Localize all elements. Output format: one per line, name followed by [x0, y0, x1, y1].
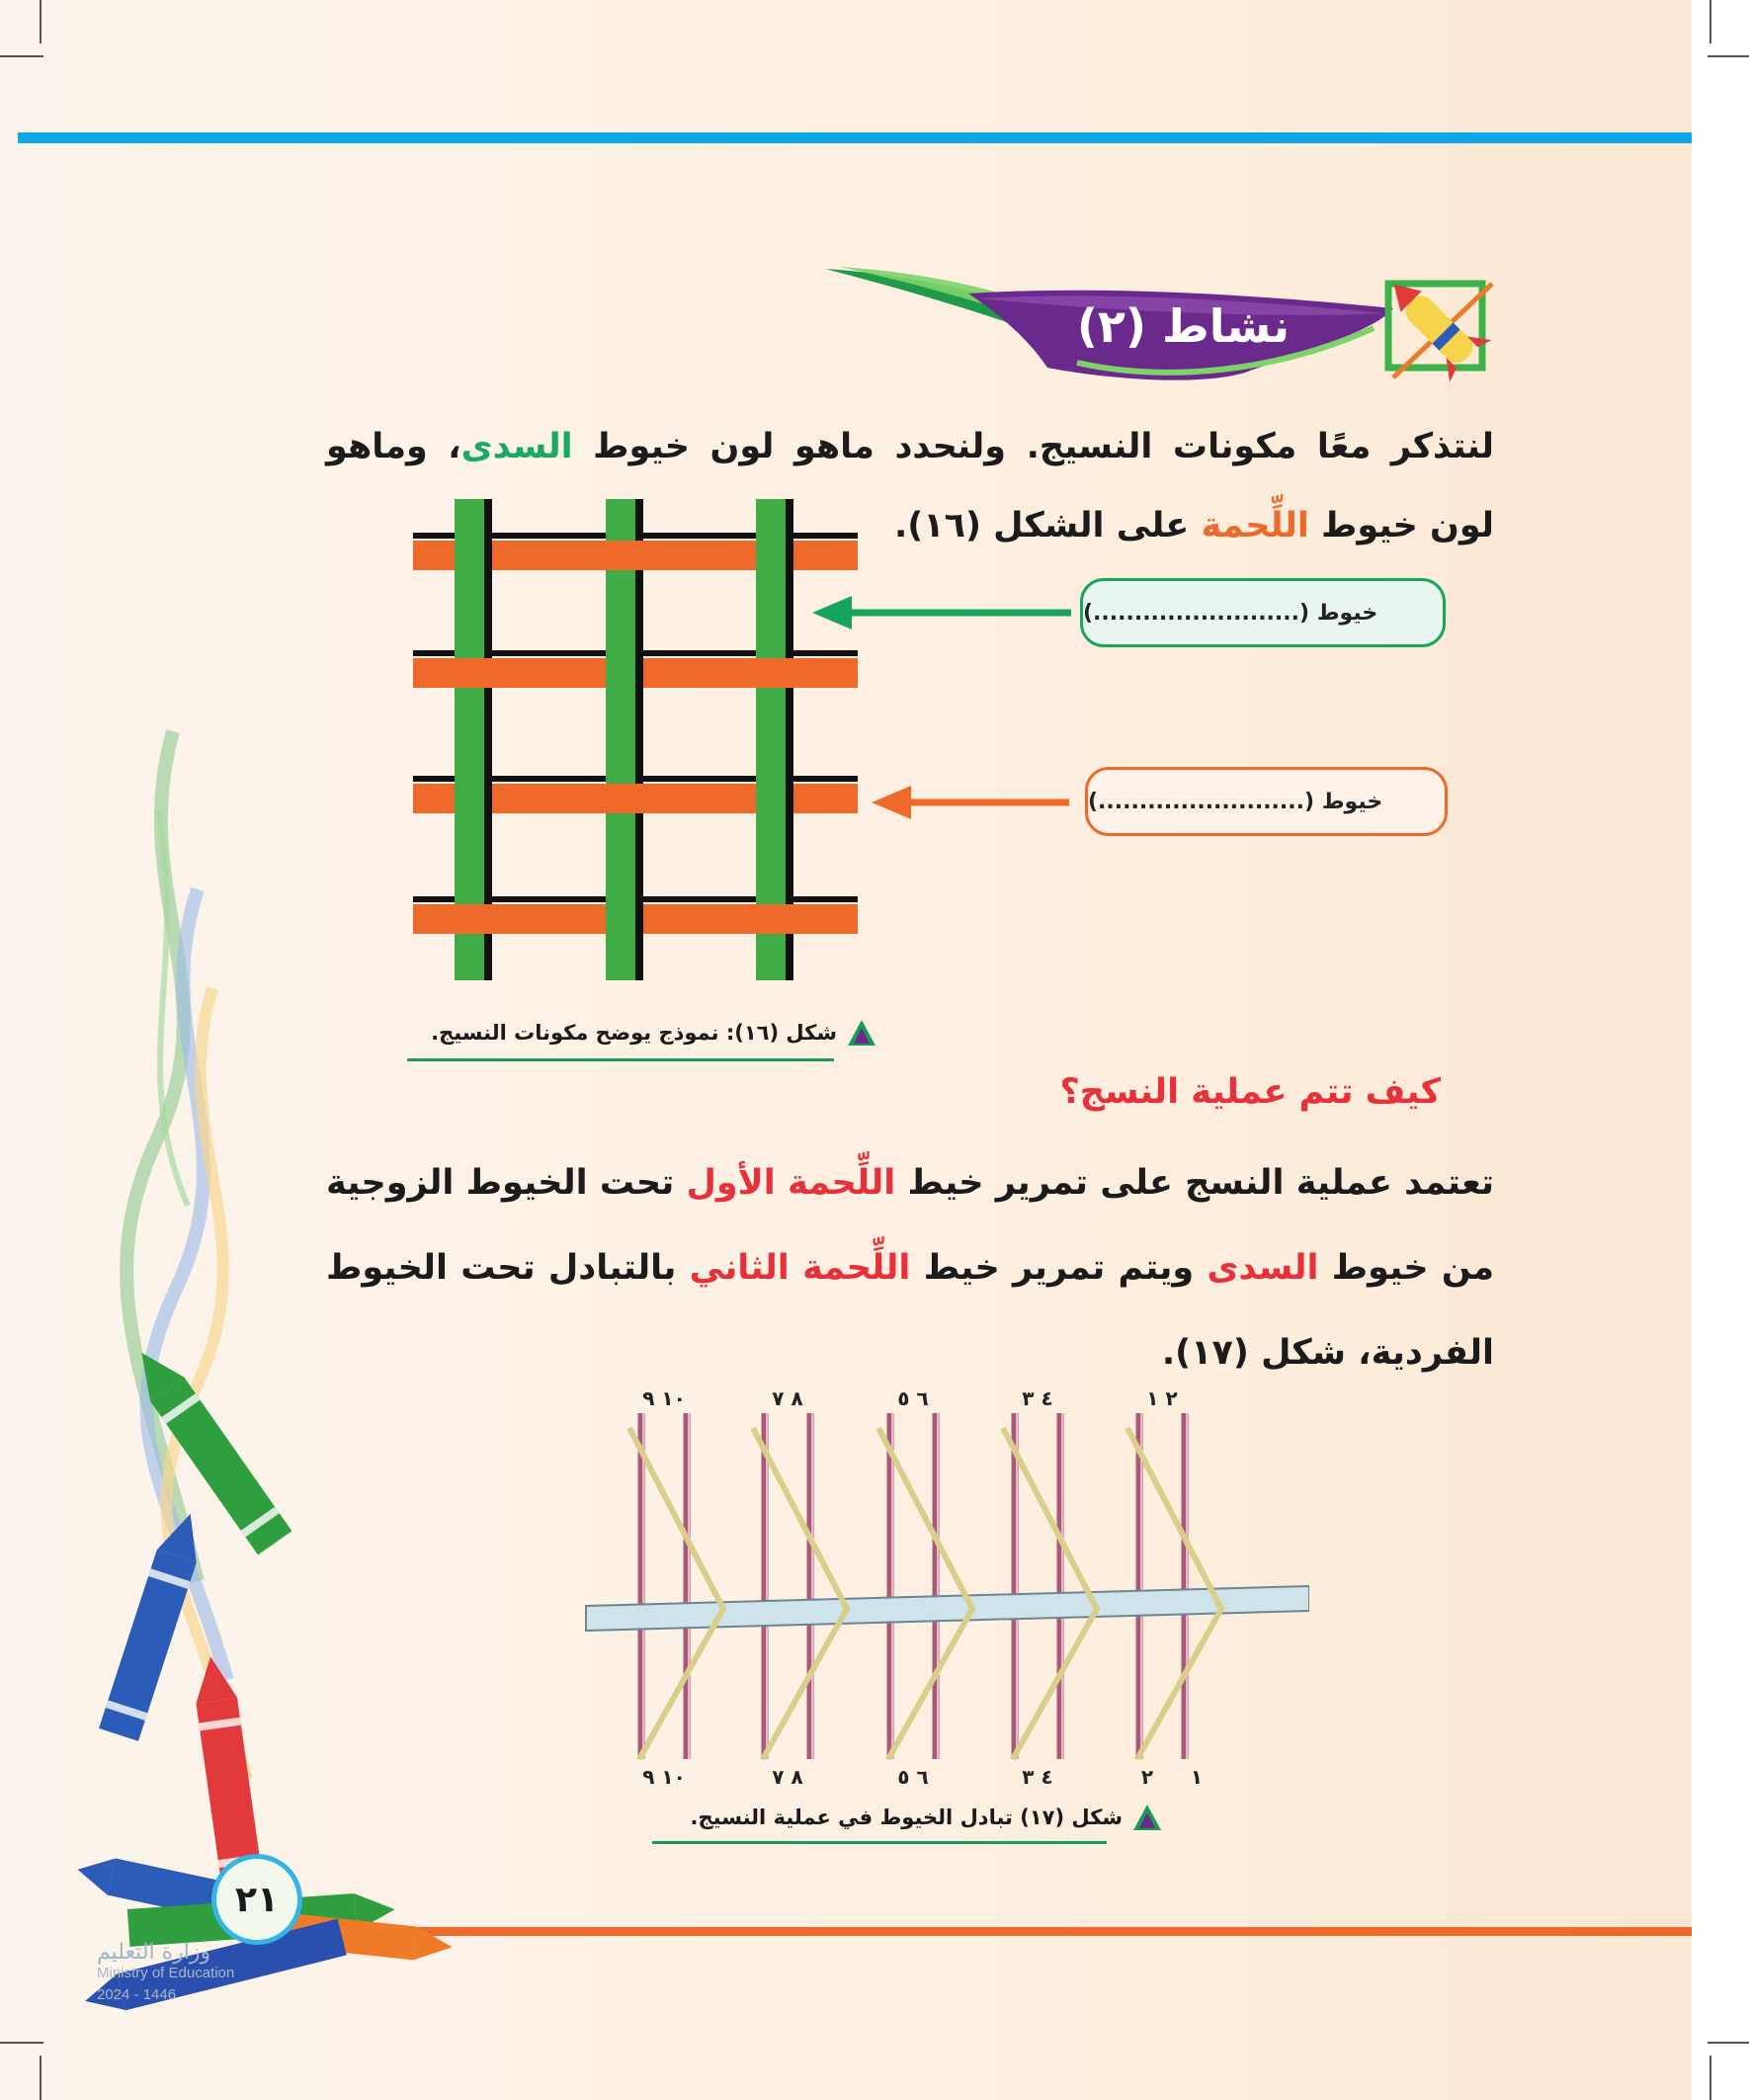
weft-over-crossing [755, 658, 794, 688]
weft-over-crossing [755, 904, 794, 934]
weft-over-crossing [605, 541, 644, 570]
crop-mark [1707, 55, 1749, 57]
activity-title: نشاط (٢) [1076, 299, 1291, 353]
page-number: ٢١ [211, 1854, 302, 1945]
caption-text: شكل (١٦): نموذج يوضح مكونات النسيج. [431, 1021, 837, 1045]
page-margin [1692, 0, 1749, 2100]
edition-year: 2024 - 1446 [97, 1986, 177, 2003]
triangle-bullet-icon [1132, 1803, 1162, 1832]
ministry-name-english: Ministry of Education [97, 1965, 235, 1981]
top-number-label: ٨ ٧ [772, 1386, 803, 1410]
body-text: بالتبادل تحت الخيوط الفردية، شكل (١٧). [326, 1248, 1494, 1373]
body-text: تحت الخيوط الزوجية من خيوط [326, 1163, 1495, 1288]
ministry-logo-text: وزارة التعليم [97, 1940, 211, 1965]
top-number-label: ١٠ ٩ [642, 1386, 686, 1410]
caption-underline [407, 1058, 834, 1061]
thread-alternation-figure [583, 1384, 1309, 1789]
crop-mark [1707, 2042, 1749, 2044]
caption-text: شكل (١٧) تبادل الخيوط في عملية النسيج. [690, 1806, 1123, 1829]
warp-label-text: خيوط (.........................) [1083, 600, 1378, 626]
bottom-number-label: ١٠ ٩ [642, 1765, 686, 1789]
crop-mark [1709, 2056, 1711, 2100]
warp-shadow [635, 499, 643, 980]
weft-label-text: خيوط (.........................) [1088, 789, 1383, 814]
top-number-label: ٢ ١ [1146, 1386, 1178, 1410]
section-heading: كيف تتم عملية النسج؟ [1059, 1072, 1441, 1112]
weft-over-crossing [454, 658, 493, 688]
top-number-label: ٦ ٥ [897, 1386, 929, 1410]
body-text: ويتم تمرير خيط [910, 1248, 1208, 1288]
intro-text: لنتذكر معًا مكونات النسيج. ولنحدد ماهو لون خيوط [572, 427, 1494, 466]
figure16-caption [431, 1018, 876, 1048]
crayons-decoration [0, 0, 494, 2100]
bottom-number-label: ٢ [1140, 1765, 1154, 1789]
triangle-bullet-icon [847, 1018, 876, 1048]
top-number-label: ٤ ٣ [1022, 1386, 1053, 1410]
weft-term: اللِّحمة الأول [686, 1163, 896, 1203]
crop-mark [1709, 0, 1711, 43]
warp-label-box [1080, 578, 1446, 647]
figure17-caption [691, 1803, 1162, 1832]
weft-term: اللِّحمة [1201, 506, 1309, 546]
warp-thread [606, 499, 635, 980]
warp-term: السدى [1207, 1248, 1319, 1288]
intro-text: على الشكل (١٦). [893, 506, 1202, 546]
shuttle-bar [586, 1586, 1309, 1631]
weft-over-crossing [454, 904, 493, 934]
caption-underline [652, 1841, 1107, 1844]
bottom-rule [415, 1927, 1692, 1936]
body-text: تعتمد عملية النسج على تمرير خيط [895, 1163, 1494, 1203]
warp-term: السدى [460, 427, 573, 466]
rocket-icon [1373, 263, 1492, 381]
bottom-number-label: ٤ ٣ [1022, 1765, 1053, 1789]
arrow-to-warp-icon [812, 593, 1071, 632]
weft-term: اللِّحمة الثاني [689, 1248, 911, 1288]
weft-label-box [1085, 767, 1448, 836]
bottom-number-label: ٦ ٥ [897, 1765, 929, 1789]
bottom-number-label: ٨ ٧ [772, 1765, 803, 1789]
arrow-to-weft-icon [872, 783, 1069, 822]
weave-grid-figure [413, 499, 858, 980]
weaving-paragraph [326, 1140, 1494, 1395]
weft-over-crossing [605, 784, 644, 813]
intro-text: ، وماهو لون خيوط [326, 427, 1494, 546]
bottom-number-label: ١ [1190, 1765, 1204, 1789]
